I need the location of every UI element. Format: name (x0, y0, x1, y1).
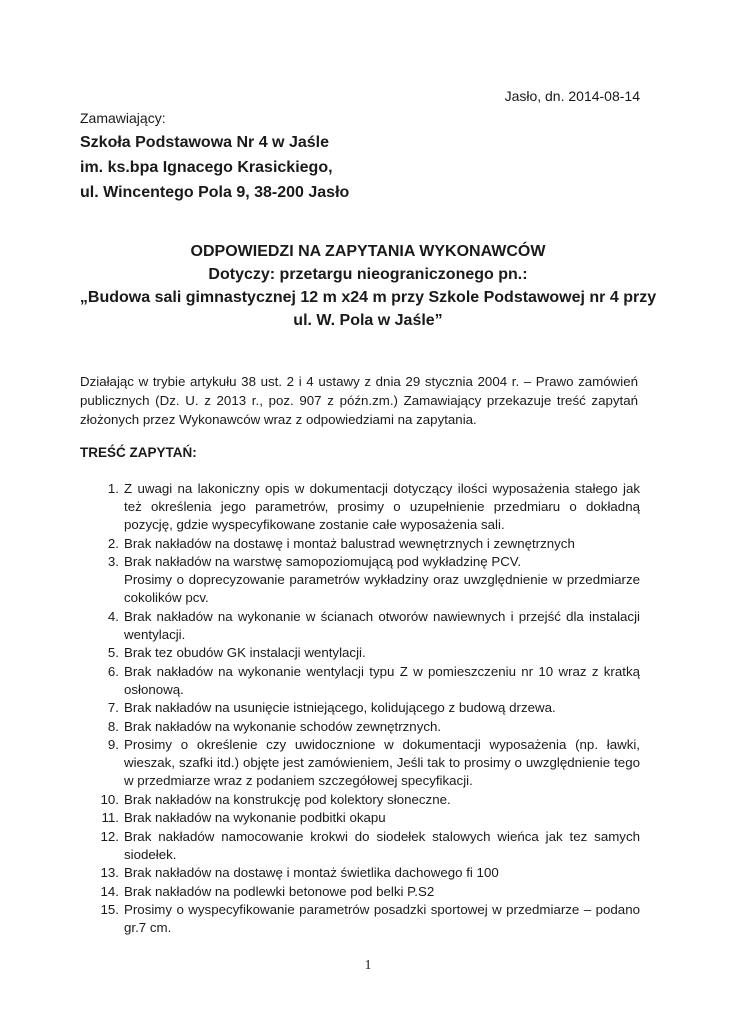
heading-line-4: ul. W. Pola w Jaśle” (293, 312, 443, 329)
question-main-text: Brak nakładów na wykonanie w ścianach otworów nawiewnych i przejść dla instalacji wentylacji. (124, 608, 640, 642)
question-main-text: Brak nakładów na usunięcie istniejącego, kolidującego z budową drzewa. (124, 700, 556, 715)
question-main-text: Brak nakładów na dostawę i montaż balustrad wewnętrznych i zewnętrznych (124, 535, 575, 551)
question-main-text: Brak nakładów namocowanie krokwi do siodełek stalowych wieńca jak tez samych siodełek. (124, 828, 640, 862)
question-text (124, 883, 640, 901)
question-text (124, 699, 640, 717)
question-main-text: Prosimy o określenie czy uwidocznione w dokumentacji wyposażenia (np. ławki, wieszak, szafki itd.) objęte jest zamówieniem, Jeśli tak to prosimy o uwzględnienie tego w przedmiarze wraz z podaniem szczegółowej specyfikacji. (124, 737, 640, 788)
question-text (124, 480, 640, 534)
question-item (80, 608, 640, 644)
question-number: 2. (107, 535, 119, 551)
question-text (124, 553, 640, 607)
buyer-address-line: ul. Wincentego Pola 9, 38-200 Jasło (80, 184, 350, 201)
questions-list (80, 480, 640, 938)
question-number: 7. (107, 700, 119, 715)
question-main-text: Brak nakładów na wykonanie schodów zewnętrznych. (124, 718, 442, 734)
buyer-name-line: Szkoła Podstawowa Nr 4 w Jaśle (80, 134, 329, 151)
question-text (124, 864, 640, 882)
question-main-text: Brak nakładów na dostawę i montaż świetlika dachowego fi 100 (124, 865, 499, 880)
question-number: 3. (107, 554, 119, 569)
question-number: 1. (107, 481, 119, 496)
question-main-text: Brak nakładów na konstrukcję pod kolektory słoneczne. (124, 791, 451, 807)
question-number: 10. (100, 791, 119, 807)
question-text (124, 809, 640, 827)
question-item (80, 828, 640, 864)
question-text (124, 791, 640, 809)
question-text (124, 608, 640, 644)
page-number: 1 (364, 958, 372, 973)
question-text (124, 718, 640, 736)
question-item (80, 864, 640, 882)
question-number: 8. (107, 718, 119, 734)
question-item (80, 644, 640, 662)
question-number: 5. (107, 645, 119, 660)
document-date: Jasło, dn. 2014-08-14 (504, 88, 640, 104)
buyer-label: Zamawiający: (80, 110, 166, 126)
question-item (80, 718, 640, 736)
question-item (80, 663, 640, 699)
question-item (80, 480, 640, 534)
buyer-block (80, 108, 349, 205)
question-number: 15. (100, 902, 119, 917)
question-text (124, 901, 640, 937)
document-heading (60, 240, 676, 332)
section-title: TREŚĆ ZAPYTAŃ: (80, 445, 197, 460)
buyer-patron-line: im. ks.bpa Ignacego Krasickiego, (80, 159, 333, 176)
question-text (124, 535, 640, 553)
question-text (124, 663, 640, 699)
question-text (124, 644, 640, 662)
question-item (80, 809, 640, 827)
heading-line-3: „Budowa sali gimnastycznej 12 m x24 m przy Szkole Podstawowej nr 4 przy (79, 289, 657, 306)
intro-paragraph: Działając w trybie artykułu 38 ust. 2 i 4 ustawy z dnia 29 stycznia 2004 r. – Prawo zamówień publicznych (Dz. U. z 2013 r., poz. 907 z późn.zm.) Zamawiający przekazuje treść zapytań złożonych przez Wykonawców wraz z odpowiedziami na zapytania. (80, 374, 638, 427)
heading-line-2: Dotyczy: przetargu nieograniczonego pn.: (208, 266, 528, 283)
question-main-text: Brak nakładów na warstwę samopoziomującą pod wykładzinę PCV. (124, 554, 522, 569)
question-main-text: Brak tez obudów GK instalacji wentylacji. (124, 645, 366, 660)
question-main-text: Brak nakładów na wykonanie wentylacji typu Z w pomieszczeniu nr 10 wraz z kratką osłonową. (124, 663, 640, 697)
question-main-text: Brak nakładów na podlewki betonowe pod belki P.S2 (124, 883, 435, 899)
question-item (80, 553, 640, 607)
question-item (80, 901, 640, 937)
question-number: 6. (107, 663, 119, 679)
question-number: 4. (107, 608, 119, 624)
question-item (80, 883, 640, 901)
question-item (80, 791, 640, 809)
question-main-text: Prosimy o wyspecyfikowanie parametrów posadzki sportowej w przedmiarze – podano gr.7 cm. (124, 902, 640, 935)
question-item (80, 535, 640, 553)
question-text (124, 828, 640, 864)
question-number: 13. (100, 865, 119, 880)
question-number: 11. (101, 810, 119, 825)
question-number: 12. (100, 828, 119, 844)
question-item (80, 699, 640, 717)
question-number: 14. (100, 883, 119, 899)
question-number: 9. (107, 737, 119, 752)
question-main-text: Z uwagi na lakoniczny opis w dokumentacji dotyczący ilości wyposażenia stałego jak też określenia jego parametrów, prosimy o uzupełnienie przedmiaru o dokładną pozycję, gdzie wyspecyfikowane zostanie całe wyposażenia sali. (124, 481, 640, 532)
question-extra-text: Prosimy o doprecyzowanie parametrów wykładziny oraz uwzględnienie w przedmiarze cokolików pcv. (124, 572, 640, 605)
question-text (124, 736, 640, 790)
heading-line-1: ODPOWIEDZI NA ZAPYTANIA WYKONAWCÓW (190, 243, 546, 260)
question-main-text: Brak nakładów na wykonanie podbitki okapu (124, 810, 386, 825)
question-item (80, 736, 640, 790)
